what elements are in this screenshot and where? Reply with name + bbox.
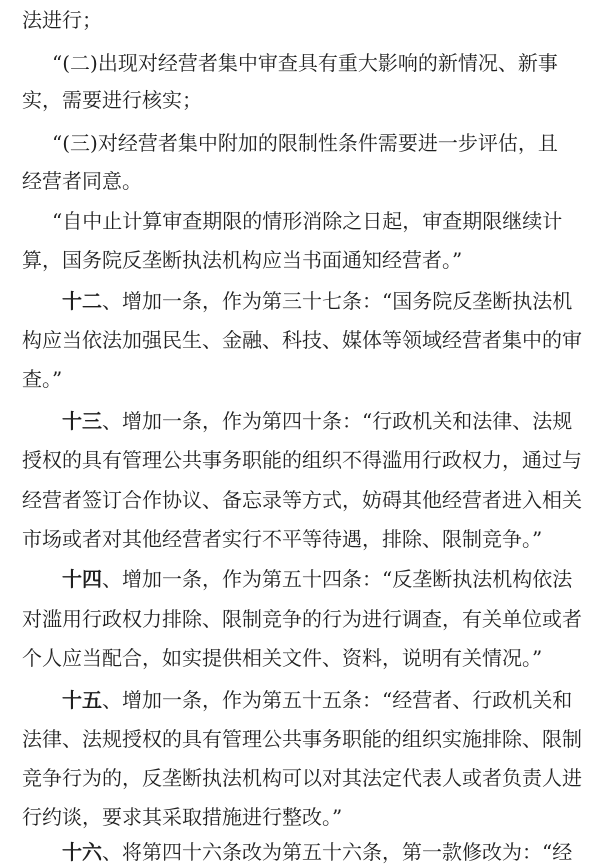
article-heading: 十二 (62, 289, 102, 313)
text-line (0, 837, 613, 867)
text-line (0, 724, 613, 754)
article-heading: 十三 (62, 409, 102, 433)
line-text: 法进行； (22, 8, 102, 32)
line-text: 经营者同意。 (22, 169, 142, 193)
line-text: 、将第四十六条改为第五十六条，第一款修改为：“经 (102, 840, 573, 864)
text-line (0, 445, 613, 475)
line-text: 查。” (22, 367, 63, 391)
text-line (0, 48, 613, 78)
line-text: 法律、法规授权的具有管理公共事务职能的组织实施排除、限制 (22, 727, 582, 751)
line-text: 、增加一条，作为第五十五条：“经营者、行政机关和 (102, 688, 573, 712)
line-text: 构应当依法加强民生、金融、科技、媒体等领域经营者集中的审 (22, 328, 582, 352)
text-line (0, 286, 613, 316)
line-text: 个人应当配合，如实提供相关文件、资料，说明有关情况。” (22, 646, 543, 670)
text-line (0, 245, 613, 275)
text-line (0, 564, 613, 594)
line-text: 市场或者对其他经营者实行不平等待遇，排除、限制竞争。” (22, 527, 543, 551)
text-line (0, 85, 613, 115)
line-text: 、增加一条，作为第四十条：“行政机关和法律、法规 (102, 409, 573, 433)
text-line (0, 128, 613, 158)
article-heading: 十四 (62, 567, 102, 591)
article-heading: 十六 (62, 840, 102, 864)
text-line (0, 685, 613, 715)
text-line (0, 763, 613, 793)
line-text: 授权的具有管理公共事务职能的组织不得滥用行政权力，通过与 (22, 448, 582, 472)
line-text: 算，国务院反垄断执法机构应当书面通知经营者。” (22, 248, 463, 272)
line-text: 、增加一条，作为第三十七条：“国务院反垄断执法机 (102, 289, 573, 313)
text-line (0, 206, 613, 236)
text-line (0, 604, 613, 634)
text-line (0, 802, 613, 832)
article-heading: 十五 (62, 688, 102, 712)
line-text: 竞争行为的，反垄断执法机构可以对其法定代表人或者负责人进 (22, 766, 582, 790)
text-line (0, 406, 613, 436)
text-line (0, 643, 613, 673)
line-text: “(二)出现对经营者集中审查具有重大影响的新情况、新事 (52, 51, 558, 75)
text-line (0, 364, 613, 394)
line-text: “(三)对经营者集中附加的限制性条件需要进一步评估，且 (52, 131, 558, 155)
line-text: 、增加一条，作为第五十四条：“反垄断执法机构依法 (102, 567, 573, 591)
line-text: 对滥用行政权力排除、限制竞争的行为进行调查，有关单位或者 (22, 607, 582, 631)
text-line (0, 325, 613, 355)
text-line (0, 5, 613, 35)
line-text: 实，需要进行核实； (22, 88, 202, 112)
text-line (0, 485, 613, 515)
text-line (0, 166, 613, 196)
line-text: 行约谈，要求其采取措施进行整改。” (22, 805, 343, 829)
line-text: 经营者签订合作协议、备忘录等方式，妨碍其他经营者进入相关 (22, 488, 582, 512)
text-line (0, 524, 613, 554)
line-text: “自中止计算审查期限的情形消除之日起，审查期限继续计 (52, 209, 563, 233)
